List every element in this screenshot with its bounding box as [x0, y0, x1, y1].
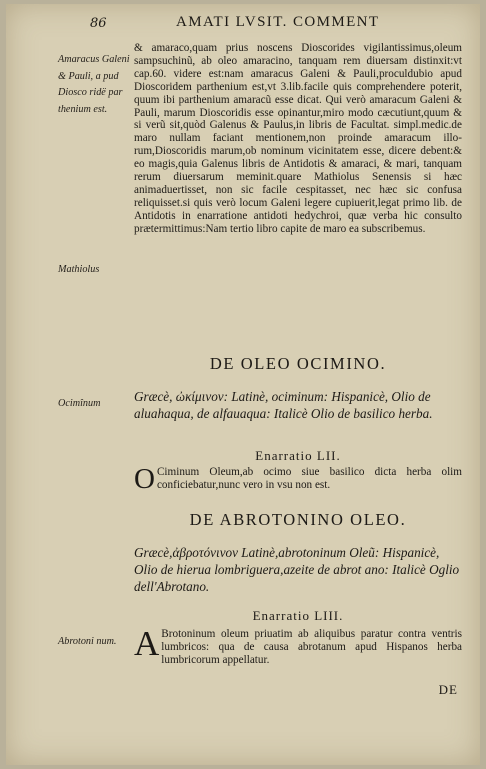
page-header — [40, 14, 460, 36]
page-number: 86 — [90, 16, 107, 31]
section-text-ocimino — [134, 463, 462, 495]
section-names-abrotonino: Græcè,ἀβροτόνινον Latinè,abrotoninum Oleũ: Hispanicè, Olio de hierua lombriguera,azeite de abrot ano: Italicè Oglio dell'Abrotano. — [134, 545, 460, 594]
catchword: DE — [438, 682, 458, 697]
book-page — [6, 4, 480, 765]
section-heading-ocimino: DE OLEO OCIMINO. — [209, 354, 387, 373]
section-heading-abrotonino: DE ABROTONINO OLEO. — [189, 510, 407, 529]
main-paragraph: & amaraco,quam prius noscens Dioscorides vigilantissimus,oleum sampsuchinũ, ab oleo amaracino, tanquam rem diuersam distinxit:vt cap.60. videre est:nam amaracus Galeni & Pauli,proculdubio apud Dioscoridem parthenium est,vt 3.lib.facile quis comprehendere poterit, quum ibi parthenium amaracũ esse dicat. Qui verò amaracum Galeni & Pauli, marum Dioscoridis esse opinantur,miro modo cæcutiunt,quum & si verũ sit,quòd Galenus & Paulus,in libris de Facultat. simpl.medic.de maro nullam faciant mentionem,non proinde amaracum illorum,Dioscoridis marum,ob nominum vicinitatem esse, dicere debent:& eo magis,quia Galenus libris de Antidotis & amaraci, & mari, tanquam rerum diuersarum meminit.quare Mathiolus Senensis si hæc animaduertisset, non sic facile cespitasset, nec hæc sic confusa reliquisset.si quis verò locum Galeni legere cupiuerit,legat primo lib. de Antidotis in enarratione antidoti hedychroi, quæ verba hic consulto prætermittimus:Nam tertio libro capite de maro ea subscribemus. — [134, 42, 462, 235]
section-names-ocimino: Græcè, ὠκίμινον: Latinè, ociminum: Hispanicè, Olio de aluahaqua, de alfauaqua: Italicè Olio de basilico herba. — [134, 389, 433, 421]
running-title: AMATI LVSIT. COMMENT — [176, 14, 380, 30]
section-text-abrotonino — [134, 624, 462, 667]
section-body-abrotonino: Brotoninum oleum priuatim ab aliquibus paratur contra ventris lumbricos: qua de causa abrotanum apud Hispanos herba lumbricorum appellatur. — [161, 628, 462, 666]
section-body-ocimino: Ciminum Oleum,ab ocimo siue basilico dicta herba olim conficiebatur,nunc vero in vsu non est. — [156, 466, 462, 491]
enarratio-heading-53: Enarratio LIII. — [252, 608, 344, 623]
margin-note-ociminum: Ocimînum — [58, 398, 101, 409]
margin-note-abrotoninum: Abrotoni num. — [58, 636, 117, 647]
enarratio-heading-52: Enarratio LII. — [255, 448, 341, 463]
margin-note-mathiolus: Mathiolus — [58, 264, 100, 275]
drop-cap-o: O — [134, 463, 155, 495]
margin-note-amaracus: Amaracus Galeni & Pauli, a pud Diosco ridë par thenium est. — [58, 54, 130, 115]
drop-cap-a: A — [134, 624, 160, 663]
